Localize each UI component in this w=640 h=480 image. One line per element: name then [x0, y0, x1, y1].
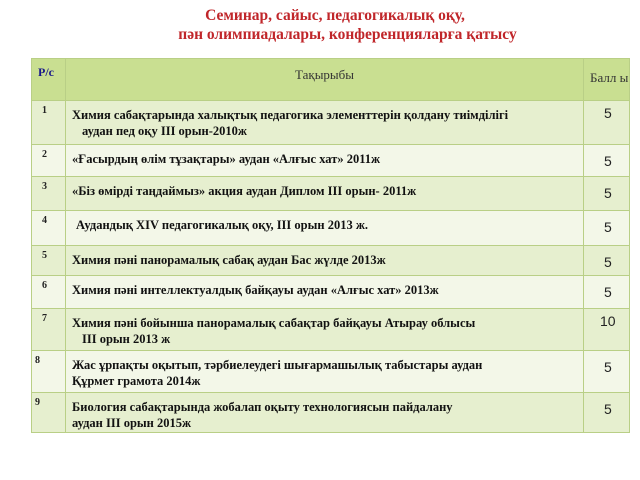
table-row [32, 309, 630, 351]
activities-table [31, 58, 630, 433]
row-topic [66, 145, 584, 177]
row-score: 5 [584, 276, 630, 309]
title-line-2: пән олимпиадалары, конференцияларға қатысу [178, 26, 517, 43]
table-row [32, 246, 630, 276]
row-score: 5 [584, 246, 630, 276]
row-num: 6 [32, 276, 66, 309]
row-topic [66, 211, 584, 246]
row-topic [66, 276, 584, 309]
row-num: 8 [32, 351, 66, 393]
row-num: 5 [32, 246, 66, 276]
row-score: 10 [584, 309, 630, 351]
row-topic-line1: Химия сабақтарында халықтық педагогика элементтерін қолдану тиімділігі [72, 108, 509, 122]
row-score: 5 [584, 145, 630, 177]
row-score: 5 [584, 211, 630, 246]
row-topic-line1: Аудандық XIV педагогикалық оқу, ІІІ орын 2013 ж. [76, 218, 369, 232]
row-topic-line2: аудан пед оқу ІІІ орын-2010ж [82, 124, 247, 138]
row-num: 2 [32, 145, 66, 177]
row-topic [66, 351, 584, 393]
header-num: Р/с [32, 59, 66, 101]
row-num: 4 [32, 211, 66, 246]
row-topic [66, 246, 584, 276]
table-row [32, 177, 630, 211]
row-topic [66, 177, 584, 211]
table-row [32, 145, 630, 177]
row-topic-line1: «Ғасырдың өлім тұзақтары» аудан «Алғыс хат» 2011ж [72, 152, 381, 166]
table-row [32, 101, 630, 145]
row-topic-line2: аудан ІІІ орын 2015ж [72, 416, 192, 430]
row-score: 5 [584, 101, 630, 145]
row-topic-line2: ІІІ орын 2013 ж [82, 332, 171, 346]
row-num: 3 [32, 177, 66, 211]
row-score: 5 [584, 393, 630, 433]
row-topic-line1: Химия пәні интеллектуалдық байқауы аудан «Алғыс хат» 2013ж [72, 283, 439, 297]
row-topic-line1: Химия пәні бойынша панорамалық сабақтар байқауы Атырау облысы [72, 316, 476, 330]
row-topic-line1: Жас ұрпақты оқытып, тәрбиелеудегі шығармашылық табыстары аудан [72, 358, 483, 372]
header-topic: Тақырыбы [66, 59, 584, 101]
table-row [32, 351, 630, 393]
table-row [32, 393, 630, 433]
row-topic-line1: Химия пәні панорамалық сабақ аудан Бас жүлде 2013ж [72, 253, 386, 267]
row-topic-line1: «Біз өмірді таңдаймыз» акция аудан Диплом ІІІ орын- 2011ж [72, 184, 417, 198]
row-topic [66, 309, 584, 351]
row-topic-line2: Құрмет грамота 2014ж [72, 374, 201, 388]
row-topic-line1: Биология сабақтарында жобалап оқыту технологиясын пайдалану [72, 400, 453, 414]
row-topic [66, 101, 584, 145]
row-score: 5 [584, 177, 630, 211]
row-num: 1 [32, 101, 66, 145]
table-row [32, 211, 630, 246]
row-score: 5 [584, 351, 630, 393]
table-header-row [32, 59, 630, 101]
table-row [32, 276, 630, 309]
row-topic [66, 393, 584, 433]
header-score: Балл ы [584, 59, 630, 101]
row-num: 7 [32, 309, 66, 351]
title-line-1: Семинар, сайыс, педагогикалық оқу, [205, 7, 465, 24]
page-title [0, 6, 640, 44]
row-num: 9 [32, 393, 66, 433]
